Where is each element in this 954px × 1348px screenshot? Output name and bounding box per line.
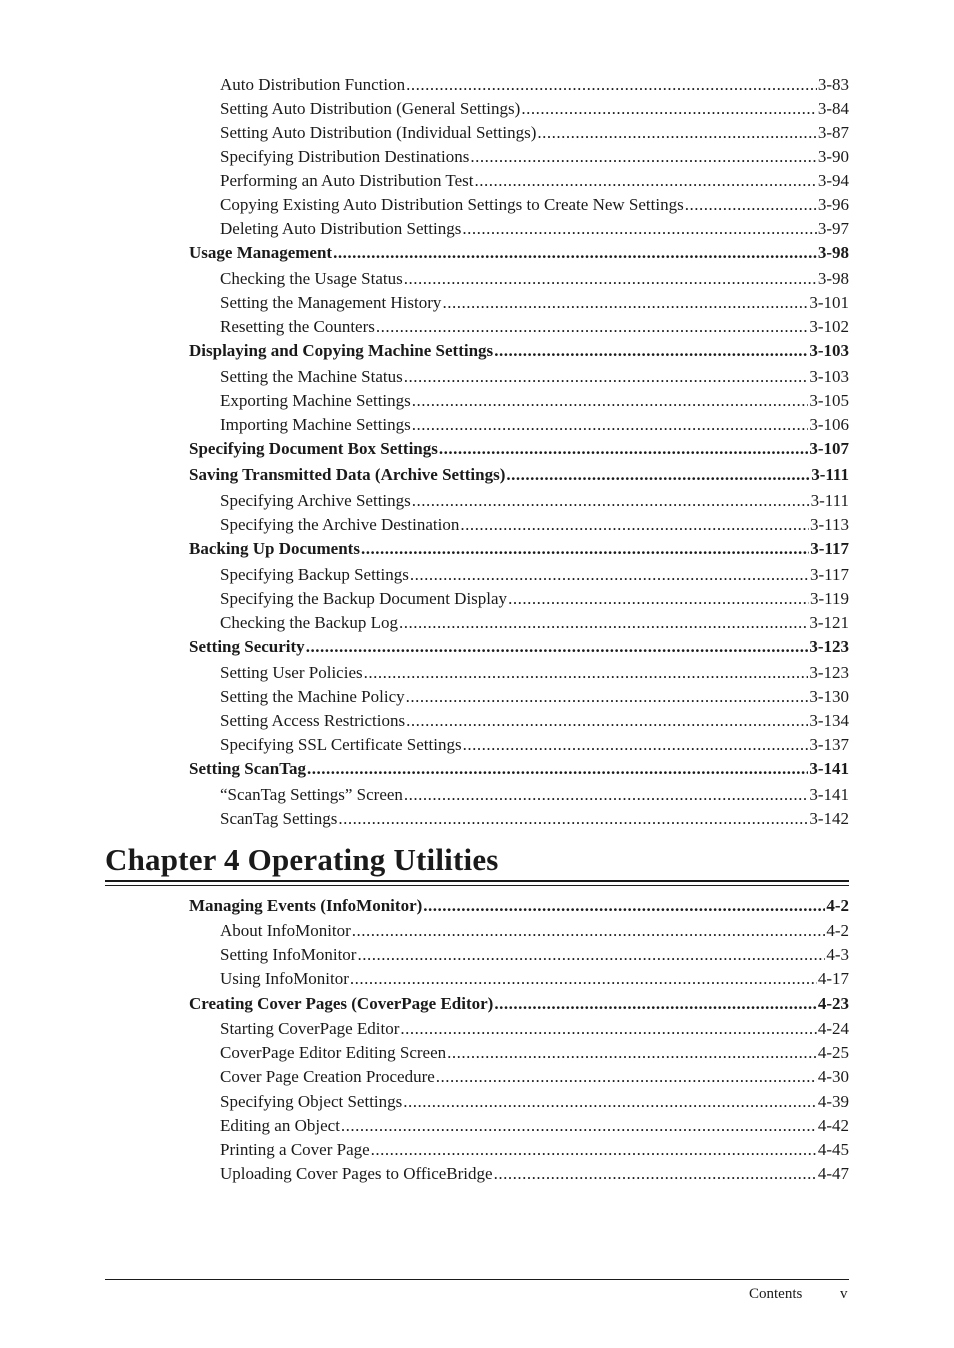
footer-page-number: v [840,1286,848,1302]
toc-subsection-entry[interactable] [220,1067,849,1091]
dot-leader [470,147,817,167]
toc-entry-title: Setting Auto Distribution (General Settings) [220,99,521,118]
toc-page-number: 3-111 [811,465,849,484]
toc-page-number: 3-94 [817,171,849,190]
dot-leader [361,539,809,559]
toc-section-entry[interactable] [189,994,849,1018]
toc-section-entry[interactable] [189,539,849,563]
toc-entry-title: Checking the Backup Log [220,613,398,632]
toc-page-number: 3-117 [810,539,849,558]
toc-page-number: 3-107 [809,439,849,458]
toc-page-number: 3-137 [809,735,849,754]
toc-entry-title: Cover Page Creation Procedure [220,1067,435,1086]
toc-entry-title: Setting the Management History [220,293,442,312]
toc-page-number: 4-3 [826,945,849,964]
toc-entry-title: Specifying SSL Certificate Settings [220,735,462,754]
toc-subsection-entry[interactable] [220,515,849,539]
toc-subsection-entry[interactable] [220,1019,849,1043]
toc-section-entry[interactable] [189,637,849,661]
dot-leader [436,1067,817,1087]
toc-entry-title: Specifying the Backup Document Display [220,589,508,608]
toc-entry-title: Copying Existing Auto Distribution Settings to Create New Settings [220,195,684,214]
toc-entry-title: Resetting the Counters [220,317,375,336]
dot-leader [412,415,809,435]
dot-leader [463,735,809,755]
toc-page-number: 3-121 [809,613,849,632]
toc-section-entry[interactable] [189,465,849,489]
toc-section-entry[interactable] [189,243,849,267]
dot-leader [307,759,808,779]
dot-leader [423,896,825,916]
toc-entry-title: Managing Events (InfoMonitor) [189,896,423,915]
toc-entry-title: Setting Security [189,637,305,656]
dot-leader [341,1116,817,1136]
toc-subsection-entry[interactable] [220,589,849,613]
toc-subsection-entry[interactable] [220,195,849,219]
toc-entry-title: Exporting Machine Settings [220,391,411,410]
dot-leader [439,439,808,459]
toc-subsection-entry[interactable] [220,1092,849,1116]
toc-entry-title: Editing an Object [220,1116,340,1135]
toc-subsection-entry[interactable] [220,171,849,195]
dot-leader [352,921,826,941]
toc-entry-title: Setting ScanTag [189,759,306,778]
dot-leader [494,1164,817,1184]
toc-page-number: 3-117 [809,565,849,584]
toc-entry-title: Setting InfoMonitor [220,945,357,964]
toc-page-number: 3-119 [809,589,849,608]
toc-subsection-entry[interactable] [220,735,849,759]
toc-page-number: 3-90 [817,147,849,166]
dot-leader [404,269,817,289]
toc-page-number: 3-123 [809,637,849,656]
footer-divider [105,1279,849,1280]
toc-entry-title: ScanTag Settings [220,809,338,828]
toc-subsection-entry[interactable] [220,415,849,439]
toc-entry-title: Importing Machine Settings [220,415,411,434]
toc-entry-title: “ScanTag Settings” Screen [220,785,403,804]
dot-leader [371,1140,817,1160]
dot-leader [412,491,810,511]
toc-page-number: 4-23 [817,994,849,1013]
toc-entry-title: Creating Cover Pages (CoverPage Editor) [189,994,494,1013]
toc-subsection-entry[interactable] [220,1164,849,1188]
toc-entry-title: Checking the Usage Status [220,269,403,288]
toc-subsection-entry[interactable] [220,219,849,243]
dot-leader [494,341,808,361]
chapter-divider [105,880,849,882]
toc-entry-title: Specifying Document Box Settings [189,439,438,458]
toc-subsection-entry[interactable] [220,945,849,969]
dot-leader [406,75,817,95]
toc-page-number: 4-24 [817,1019,849,1038]
toc-page-number: 3-83 [817,75,849,94]
toc-subsection-entry[interactable] [220,367,849,391]
toc-entry-title: Printing a Cover Page [220,1140,370,1159]
toc-subsection-entry[interactable] [220,147,849,171]
chapter-heading: Chapter 4 Operating Utilities [105,842,499,877]
toc-entry-title: Usage Management [189,243,333,262]
toc-entry-title: Starting CoverPage Editor [220,1019,400,1038]
toc-page-number: 3-113 [809,515,849,534]
toc-page-number: 3-98 [817,269,849,288]
toc-page-number: 3-98 [817,243,849,262]
dot-leader [333,243,817,263]
toc-entry-title: Backing Up Documents [189,539,360,558]
dot-leader [364,663,809,683]
toc-entry-title: Setting Access Restrictions [220,711,406,730]
toc-page-number: 4-2 [826,896,849,915]
toc-entry-title: Specifying Backup Settings [220,565,409,584]
toc-page-number: 3-111 [810,491,849,510]
toc-subsection-entry[interactable] [220,317,849,341]
toc-page-number: 3-87 [817,123,849,142]
toc-entry-title: Setting the Machine Policy [220,687,405,706]
dot-leader [406,711,808,731]
dot-leader [521,99,817,119]
dot-leader [474,171,816,191]
toc-subsection-entry[interactable] [220,969,849,993]
dot-leader [400,1019,816,1039]
toc-entry-title: CoverPage Editor Editing Screen [220,1043,447,1062]
dot-leader [357,945,825,965]
toc-entry-title: Performing an Auto Distribution Test [220,171,474,190]
toc-page-number: 3-96 [817,195,849,214]
toc-page-number: 3-103 [809,341,849,360]
toc-entry-title: About InfoMonitor [220,921,351,940]
toc-page-number: 3-105 [809,391,849,410]
dot-leader [447,1043,817,1063]
toc-entry-title: Specifying Object Settings [220,1092,403,1111]
footer-label: Contents [749,1286,803,1302]
toc-subsection-entry[interactable] [220,1043,849,1067]
toc-page-number: 3-97 [817,219,849,238]
toc-subsection-entry[interactable] [220,99,849,123]
toc-section-entry[interactable] [189,341,849,365]
toc-entry-title: Uploading Cover Pages to OfficeBridge [220,1164,493,1183]
dot-leader [403,1092,817,1112]
dot-leader [537,123,816,143]
dot-leader [306,637,809,657]
dot-leader [460,515,809,535]
toc-entry-title: Setting Auto Distribution (Individual Settings) [220,123,537,142]
toc-page-number: 3-103 [809,367,849,386]
toc-page-number: 3-141 [809,759,849,778]
dot-leader [404,367,809,387]
toc-page-number: 3-106 [809,415,849,434]
toc-subsection-entry[interactable] [220,1116,849,1140]
dot-leader [399,613,808,633]
dot-leader [410,565,809,585]
toc-subsection-entry[interactable] [220,123,849,147]
toc-page-number: 4-47 [817,1164,849,1183]
toc-subsection-entry[interactable] [220,785,849,809]
toc-page-number: 4-2 [826,921,849,940]
toc-entry-title: Setting User Policies [220,663,363,682]
toc-page-number: 3-141 [809,785,849,804]
dot-leader [338,809,808,829]
toc-page-number: 3-123 [809,663,849,682]
toc-page-number: 3-84 [817,99,849,118]
toc-section-entry[interactable] [189,896,849,920]
dot-leader [462,219,817,239]
toc-entry-title: Using InfoMonitor [220,969,349,988]
toc-page-number: 4-25 [817,1043,849,1062]
toc-subsection-entry[interactable] [220,921,849,945]
toc-entry-title: Displaying and Copying Machine Settings [189,341,494,360]
dot-leader [506,465,810,485]
dot-leader [404,785,808,805]
toc-entry-title: Specifying Distribution Destinations [220,147,470,166]
toc-subsection-entry[interactable] [220,809,849,833]
toc-entry-title: Deleting Auto Distribution Settings [220,219,462,238]
toc-section-entry[interactable] [189,759,849,783]
dot-leader [508,589,809,609]
toc-section-entry[interactable] [189,439,849,463]
toc-page-number: 4-39 [817,1092,849,1111]
toc-subsection-entry[interactable] [220,1140,849,1164]
dot-leader [376,317,808,337]
toc-subsection-entry[interactable] [220,293,849,317]
dot-leader [685,195,817,215]
toc-subsection-entry[interactable] [220,75,849,99]
toc-subsection-entry[interactable] [220,613,849,637]
chapter-divider-thin [105,885,849,886]
toc-subsection-entry[interactable] [220,491,849,515]
toc-page-number: 4-30 [817,1067,849,1086]
toc-page-number: 4-17 [817,969,849,988]
toc-page-number: 3-134 [809,711,849,730]
toc-page-number: 4-45 [817,1140,849,1159]
toc-subsection-entry[interactable] [220,565,849,589]
dot-leader [494,994,816,1014]
toc-page-number: 4-42 [817,1116,849,1135]
toc-subsection-entry[interactable] [220,663,849,687]
dot-leader [350,969,817,989]
toc-entry-title: Specifying the Archive Destination [220,515,460,534]
toc-entry-title: Setting the Machine Status [220,367,403,386]
toc-subsection-entry[interactable] [220,269,849,293]
toc-subsection-entry[interactable] [220,391,849,415]
toc-subsection-entry[interactable] [220,711,849,735]
dot-leader [412,391,809,411]
toc-entry-title: Saving Transmitted Data (Archive Settings) [189,465,506,484]
toc-entry-title: Auto Distribution Function [220,75,406,94]
toc-page-number: 3-101 [809,293,849,312]
toc-page-number: 3-102 [809,317,849,336]
toc-entry-title: Specifying Archive Settings [220,491,411,510]
toc-page-number: 3-130 [809,687,849,706]
dot-leader [406,687,809,707]
toc-subsection-entry[interactable] [220,687,849,711]
toc-page-number: 3-142 [809,809,849,828]
dot-leader [442,293,808,313]
